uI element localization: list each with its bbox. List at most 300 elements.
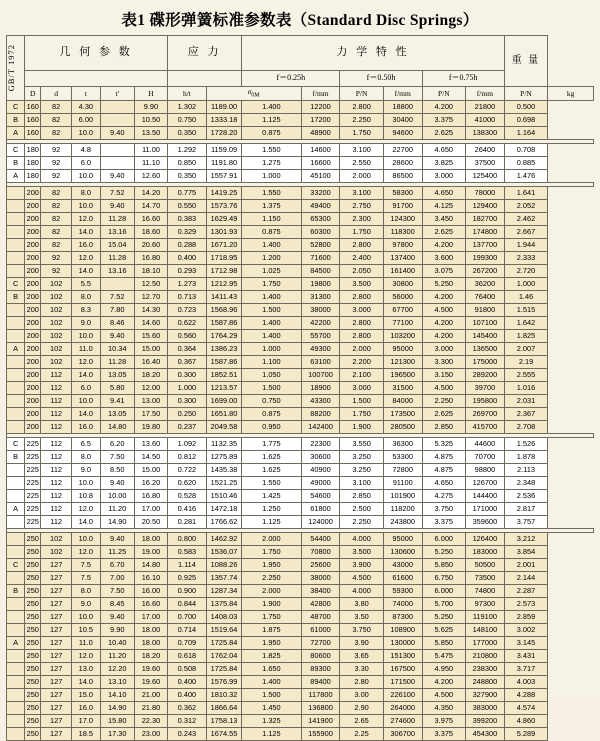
- cell-sigma: 1408.03: [206, 611, 241, 624]
- cell-D: 250: [25, 676, 41, 689]
- cell-P050: 94600: [383, 127, 422, 140]
- page-title: 表1 碟形弹簧标准参数表（Standard Disc Springs）: [121, 12, 479, 29]
- sigma-symbol: σ: [247, 87, 252, 97]
- cell-f025: 0.875: [242, 127, 301, 140]
- table-row: [7, 408, 594, 421]
- cell-D: 200: [25, 278, 41, 291]
- cell-f075: 4.875: [422, 451, 465, 464]
- row-label: [7, 317, 25, 330]
- cell-P075: 107100: [466, 317, 505, 330]
- cell-P075: 359600: [466, 516, 505, 529]
- cell-sigma: 1411.43: [206, 291, 241, 304]
- cell-f025: 1.125: [242, 114, 301, 127]
- cell-P075: 136500: [466, 343, 505, 356]
- cell-P075: 119100: [466, 611, 505, 624]
- cell-f025: 1.400: [242, 101, 301, 114]
- cell-d: 102: [41, 291, 72, 304]
- cell-P050: 67700: [383, 304, 422, 317]
- row-label: B: [7, 585, 25, 598]
- table-body: [7, 101, 594, 741]
- col-sigma: [206, 87, 301, 101]
- cell-d: 112: [41, 490, 72, 503]
- cell-d: 92: [41, 252, 72, 265]
- cell-P050: 56000: [383, 291, 422, 304]
- cell-f025: 1.950: [242, 559, 301, 572]
- cell-P075: 144400: [466, 490, 505, 503]
- cell-P050: 118300: [383, 226, 422, 239]
- cell-P075: 73500: [466, 572, 505, 585]
- cell-t: 12.0: [72, 213, 101, 226]
- cell-weight: 5.289: [504, 728, 547, 741]
- cell-d: 92: [41, 265, 72, 278]
- cell-weight: 1.526: [504, 438, 547, 451]
- cell-f050: 4.000: [340, 585, 383, 598]
- cell-d: 127: [41, 663, 72, 676]
- row-label: [7, 356, 25, 369]
- geometry-sub-blank: [25, 71, 168, 87]
- cell-f025: 1.650: [242, 663, 301, 676]
- cell-P025: 25600: [301, 559, 340, 572]
- cell-d: 102: [41, 533, 72, 546]
- cell-P025: 49300: [301, 343, 340, 356]
- cell-f025: 1.825: [242, 650, 301, 663]
- cell-weight: 2.052: [504, 200, 547, 213]
- cell-t: 16.0: [72, 421, 101, 434]
- cell-t: 13.0: [72, 663, 101, 676]
- cell-t-prime: 9.40: [100, 170, 134, 183]
- cell-H: 16.20: [134, 477, 167, 490]
- cell-H: 15.00: [134, 464, 167, 477]
- cell-f050: 3.100: [340, 144, 383, 157]
- cell-P025: 12200: [301, 101, 340, 114]
- cell-sigma: 1275.89: [206, 451, 241, 464]
- cell-d: 102: [41, 546, 72, 559]
- cell-P075: 126400: [466, 533, 505, 546]
- row-label: [7, 728, 25, 741]
- row-label: [7, 330, 25, 343]
- cell-P075: 289200: [466, 369, 505, 382]
- cell-f075: 5.700: [422, 598, 465, 611]
- cell-h-t: 0.618: [168, 650, 207, 663]
- cell-f075: 5.850: [422, 559, 465, 572]
- row-label: B: [7, 451, 25, 464]
- cell-h-t: 0.583: [168, 546, 207, 559]
- row-label: [7, 624, 25, 637]
- cell-d: 112: [41, 438, 72, 451]
- cell-h-t: 0.362: [168, 702, 207, 715]
- cell-P025: 19800: [301, 278, 340, 291]
- table-row: [7, 213, 594, 226]
- cell-f075: 3.075: [422, 265, 465, 278]
- cell-t: 8.0: [72, 451, 101, 464]
- cell-t: 14.0: [72, 676, 101, 689]
- cell-D: 250: [25, 702, 41, 715]
- cell-sigma: 1191.80: [206, 157, 241, 170]
- cell-d: 82: [41, 200, 72, 213]
- table-row: [7, 330, 594, 343]
- cell-f025: 0.750: [242, 395, 301, 408]
- cell-P050: 274600: [383, 715, 422, 728]
- cell-d: 112: [41, 503, 72, 516]
- cell-t-prime: [100, 157, 134, 170]
- cell-H: 23.00: [134, 728, 167, 741]
- cell-D: 200: [25, 226, 41, 239]
- cell-d: 102: [41, 278, 72, 291]
- cell-D: 250: [25, 663, 41, 676]
- cell-sigma: 1852.51: [206, 369, 241, 382]
- cell-d: 92: [41, 157, 72, 170]
- row-label: [7, 395, 25, 408]
- cell-H: 17.00: [134, 503, 167, 516]
- cell-sigma: 1725.84: [206, 637, 241, 650]
- cell-P075: 269700: [466, 408, 505, 421]
- cell-weight: 3.717: [504, 663, 547, 676]
- row-label: C: [7, 559, 25, 572]
- cell-f075: 4.200: [422, 291, 465, 304]
- cell-d: 102: [41, 317, 72, 330]
- cell-f050: 3.250: [340, 451, 383, 464]
- table-row: [7, 200, 594, 213]
- cell-H: 12.60: [134, 170, 167, 183]
- cell-P050: 97800: [383, 239, 422, 252]
- cell-f025: 1.000: [242, 343, 301, 356]
- cell-f075: 5.850: [422, 637, 465, 650]
- cell-t-prime: 5.80: [100, 382, 134, 395]
- cell-weight: 3.431: [504, 650, 547, 663]
- cell-weight: 3.854: [504, 546, 547, 559]
- table-row: [7, 728, 594, 741]
- cell-H: 21.80: [134, 702, 167, 715]
- cell-f025: 1.275: [242, 157, 301, 170]
- cell-P075: 78000: [466, 187, 505, 200]
- cell-weight: 2.817: [504, 503, 547, 516]
- cell-sigma: 1519.64: [206, 624, 241, 637]
- cell-P050: 30400: [383, 114, 422, 127]
- cell-weight: 2.144: [504, 572, 547, 585]
- cell-t-prime: 13.16: [100, 265, 134, 278]
- cell-H: 12.00: [134, 382, 167, 395]
- cell-f050: 2.000: [340, 170, 383, 183]
- cell-f075: 4.950: [422, 663, 465, 676]
- table-row: [7, 343, 594, 356]
- cell-sigma: 1587.86: [206, 317, 241, 330]
- cell-sigma: 1357.74: [206, 572, 241, 585]
- cell-f075: 3.375: [422, 516, 465, 529]
- cell-weight: 1.476: [504, 170, 547, 183]
- row-label: C: [7, 144, 25, 157]
- col-H: H: [134, 87, 167, 101]
- cell-P025: 60300: [301, 226, 340, 239]
- cell-sigma: 1725.84: [206, 663, 241, 676]
- cell-weight: 1.46: [504, 291, 547, 304]
- cell-H: 16.40: [134, 356, 167, 369]
- cell-H: 19.60: [134, 676, 167, 689]
- row-label: [7, 464, 25, 477]
- cell-sigma: 1375.84: [206, 598, 241, 611]
- table-row: [7, 382, 594, 395]
- cell-sigma: 1651.80: [206, 408, 241, 421]
- cell-P075: 175000: [466, 356, 505, 369]
- table-row: [7, 650, 594, 663]
- cell-D: 250: [25, 715, 41, 728]
- cell-P025: 89400: [301, 676, 340, 689]
- cell-h-t: 0.400: [168, 252, 207, 265]
- row-label: [7, 477, 25, 490]
- cell-sigma: 1674.55: [206, 728, 241, 741]
- cell-f025: 1.325: [242, 715, 301, 728]
- cell-P025: 16600: [301, 157, 340, 170]
- cell-f075: 4.350: [422, 702, 465, 715]
- row-label: A: [7, 503, 25, 516]
- cell-t: 8.0: [72, 187, 101, 200]
- cell-f075: 3.300: [422, 356, 465, 369]
- cell-f025: 1.550: [242, 477, 301, 490]
- cell-f025: 1.250: [242, 503, 301, 516]
- cell-f050: 3.90: [340, 637, 383, 650]
- cell-P025: 48700: [301, 611, 340, 624]
- cell-t: 10.8: [72, 490, 101, 503]
- table-row: [7, 291, 594, 304]
- cell-t-prime: 17.30: [100, 728, 134, 741]
- table-row: [7, 127, 594, 140]
- cell-D: 225: [25, 464, 41, 477]
- cell-P025: 136800: [301, 702, 340, 715]
- cell-f025: 1.200: [242, 252, 301, 265]
- cell-d: 127: [41, 611, 72, 624]
- cell-f025: 1.500: [242, 382, 301, 395]
- cell-h-t: 0.508: [168, 663, 207, 676]
- cell-weight: 2.19: [504, 356, 547, 369]
- cell-t-prime: 15.04: [100, 239, 134, 252]
- cell-f050: 1.900: [340, 421, 383, 434]
- cell-t: 17.0: [72, 715, 101, 728]
- cell-sigma: 1159.09: [206, 144, 241, 157]
- cell-t: 11.0: [72, 343, 101, 356]
- row-label: [7, 421, 25, 434]
- cell-d: 127: [41, 637, 72, 650]
- standard-label: GB/T 1972: [6, 44, 16, 92]
- cell-h-t: 0.750: [168, 114, 207, 127]
- cell-D: 250: [25, 611, 41, 624]
- cell-P050: 36300: [383, 438, 422, 451]
- cell-P075: 199300: [466, 252, 505, 265]
- cell-D: 250: [25, 572, 41, 585]
- cell-t-prime: 7.52: [100, 291, 134, 304]
- cell-f025: 1.500: [242, 689, 301, 702]
- cell-sigma: 1462.92: [206, 533, 241, 546]
- cell-P075: 210800: [466, 650, 505, 663]
- cell-t-prime: 10.00: [100, 490, 134, 503]
- cell-weight: 2.113: [504, 464, 547, 477]
- cell-f025: 0.875: [242, 408, 301, 421]
- cell-H: 19.80: [134, 421, 167, 434]
- standard-cell: [7, 36, 25, 101]
- cell-d: 82: [41, 101, 72, 114]
- cell-f050: 2.25: [340, 728, 383, 741]
- cell-f050: 3.900: [340, 559, 383, 572]
- row-label: [7, 200, 25, 213]
- cell-f050: 2.800: [340, 317, 383, 330]
- cell-P050: 28600: [383, 157, 422, 170]
- cell-P050: 108900: [383, 624, 422, 637]
- cell-h-t: 0.350: [168, 170, 207, 183]
- cell-d: 127: [41, 702, 72, 715]
- table-row: [7, 317, 594, 330]
- cell-weight: 1.878: [504, 451, 547, 464]
- cell-t: 14.0: [72, 226, 101, 239]
- cell-D: 200: [25, 200, 41, 213]
- cell-D: 250: [25, 598, 41, 611]
- cell-P050: 95000: [383, 343, 422, 356]
- cell-weight: 2.031: [504, 395, 547, 408]
- cell-H: 18.60: [134, 226, 167, 239]
- cell-P025: 38000: [301, 572, 340, 585]
- row-label: [7, 382, 25, 395]
- row-label: A: [7, 170, 25, 183]
- cell-sigma: 1573.76: [206, 200, 241, 213]
- cell-f075: 3.975: [422, 715, 465, 728]
- cell-H: 12.70: [134, 291, 167, 304]
- row-label: [7, 369, 25, 382]
- cell-P075: 26400: [466, 144, 505, 157]
- cell-t-prime: 11.28: [100, 213, 134, 226]
- cell-H: 16.80: [134, 490, 167, 503]
- cell-t-prime: 13.05: [100, 408, 134, 421]
- cell-H: 13.60: [134, 438, 167, 451]
- cell-f050: 3.750: [340, 624, 383, 637]
- cell-P075: 183000: [466, 546, 505, 559]
- cell-f050: 1.750: [340, 127, 383, 140]
- col-t: t: [72, 87, 101, 101]
- cell-H: 15.60: [134, 330, 167, 343]
- cell-weight: 2.573: [504, 598, 547, 611]
- cell-weight: 4.574: [504, 702, 547, 715]
- cell-weight: 0.698: [504, 114, 547, 127]
- table-row: [7, 702, 594, 715]
- cell-t: 10.0: [72, 170, 101, 183]
- cell-t: 8.3: [72, 304, 101, 317]
- cell-f025: 1.400: [242, 291, 301, 304]
- cell-f025: 1.025: [242, 265, 301, 278]
- cell-h-t: 1.292: [168, 144, 207, 157]
- cell-h-t: 0.237: [168, 421, 207, 434]
- cell-H: 18.00: [134, 533, 167, 546]
- cell-sigma: 1587.86: [206, 356, 241, 369]
- cell-P025: 61800: [301, 503, 340, 516]
- cell-P075: 267200: [466, 265, 505, 278]
- cell-sigma: 1386.23: [206, 343, 241, 356]
- col-kg: kg: [548, 87, 594, 101]
- cell-weight: 1.642: [504, 317, 547, 330]
- cell-f025: 1.875: [242, 624, 301, 637]
- cell-D: 225: [25, 477, 41, 490]
- cell-d: 112: [41, 477, 72, 490]
- cell-f075: 2.625: [422, 127, 465, 140]
- table-row: [7, 451, 594, 464]
- cell-f025: 1.625: [242, 464, 301, 477]
- cell-sigma: 1718.95: [206, 252, 241, 265]
- cell-t: 10.0: [72, 611, 101, 624]
- cell-P075: 145400: [466, 330, 505, 343]
- cell-P025: 38000: [301, 304, 340, 317]
- cell-D: 200: [25, 408, 41, 421]
- cell-H: 18.20: [134, 369, 167, 382]
- cell-H: 13.00: [134, 395, 167, 408]
- cell-weight: 2.001: [504, 559, 547, 572]
- cell-P025: 71600: [301, 252, 340, 265]
- cell-P050: 243800: [383, 516, 422, 529]
- cell-f025: 1.450: [242, 702, 301, 715]
- cell-f075: 3.825: [422, 157, 465, 170]
- cell-P025: 142400: [301, 421, 340, 434]
- cell-P050: 86500: [383, 170, 422, 183]
- cell-f050: 2.050: [340, 265, 383, 278]
- cell-f075: 5.475: [422, 650, 465, 663]
- cell-D: 250: [25, 559, 41, 572]
- cell-D: 200: [25, 395, 41, 408]
- cell-P025: 88200: [301, 408, 340, 421]
- cell-f025: 0.950: [242, 421, 301, 434]
- cell-h-t: 0.620: [168, 477, 207, 490]
- cell-t: 9.0: [72, 464, 101, 477]
- cell-h-t: 0.775: [168, 187, 207, 200]
- cell-weight: 1.164: [504, 127, 547, 140]
- cell-t-prime: 7.50: [100, 585, 134, 598]
- cell-f075: 4.200: [422, 101, 465, 114]
- col-P3: P/N: [504, 87, 547, 101]
- cell-P075: 399200: [466, 715, 505, 728]
- cell-t-prime: 14.90: [100, 702, 134, 715]
- cell-D: 200: [25, 187, 41, 200]
- cell-t-prime: [100, 101, 134, 114]
- row-label: B: [7, 291, 25, 304]
- cell-d: 112: [41, 408, 72, 421]
- header-group-row: [7, 36, 594, 71]
- sigma-subscript: 0M: [251, 92, 260, 99]
- cell-f050: 3.000: [340, 304, 383, 317]
- cell-sigma: 1764.29: [206, 330, 241, 343]
- cell-d: 102: [41, 356, 72, 369]
- cell-P050: 103200: [383, 330, 422, 343]
- cell-P025: 89300: [301, 663, 340, 676]
- cell-D: 200: [25, 382, 41, 395]
- cell-t-prime: 8.50: [100, 464, 134, 477]
- cell-f050: 1.750: [340, 408, 383, 421]
- cell-d: 112: [41, 369, 72, 382]
- cell-P050: 173500: [383, 408, 422, 421]
- cell-f075: 4.200: [422, 239, 465, 252]
- cell-t-prime: 7.50: [100, 451, 134, 464]
- cell-f075: 4.200: [422, 317, 465, 330]
- col-t-prime: t': [100, 87, 134, 101]
- cell-f025: 1.000: [242, 170, 301, 183]
- col-f3: f/mm: [466, 87, 505, 101]
- cell-P025: 48900: [301, 127, 340, 140]
- cell-t-prime: 10.34: [100, 343, 134, 356]
- cell-sigma: 1301.93: [206, 226, 241, 239]
- cell-t: 12.0: [72, 650, 101, 663]
- cell-sigma: 1510.46: [206, 490, 241, 503]
- cell-P050: 58300: [383, 187, 422, 200]
- cell-P050: 91100: [383, 477, 422, 490]
- cell-weight: 1.641: [504, 187, 547, 200]
- cell-P025: 61000: [301, 624, 340, 637]
- cell-P050: 130000: [383, 637, 422, 650]
- cell-f075: 2.250: [422, 395, 465, 408]
- cell-t-prime: [100, 114, 134, 127]
- cell-P025: 54600: [301, 490, 340, 503]
- cell-H: 16.10: [134, 572, 167, 585]
